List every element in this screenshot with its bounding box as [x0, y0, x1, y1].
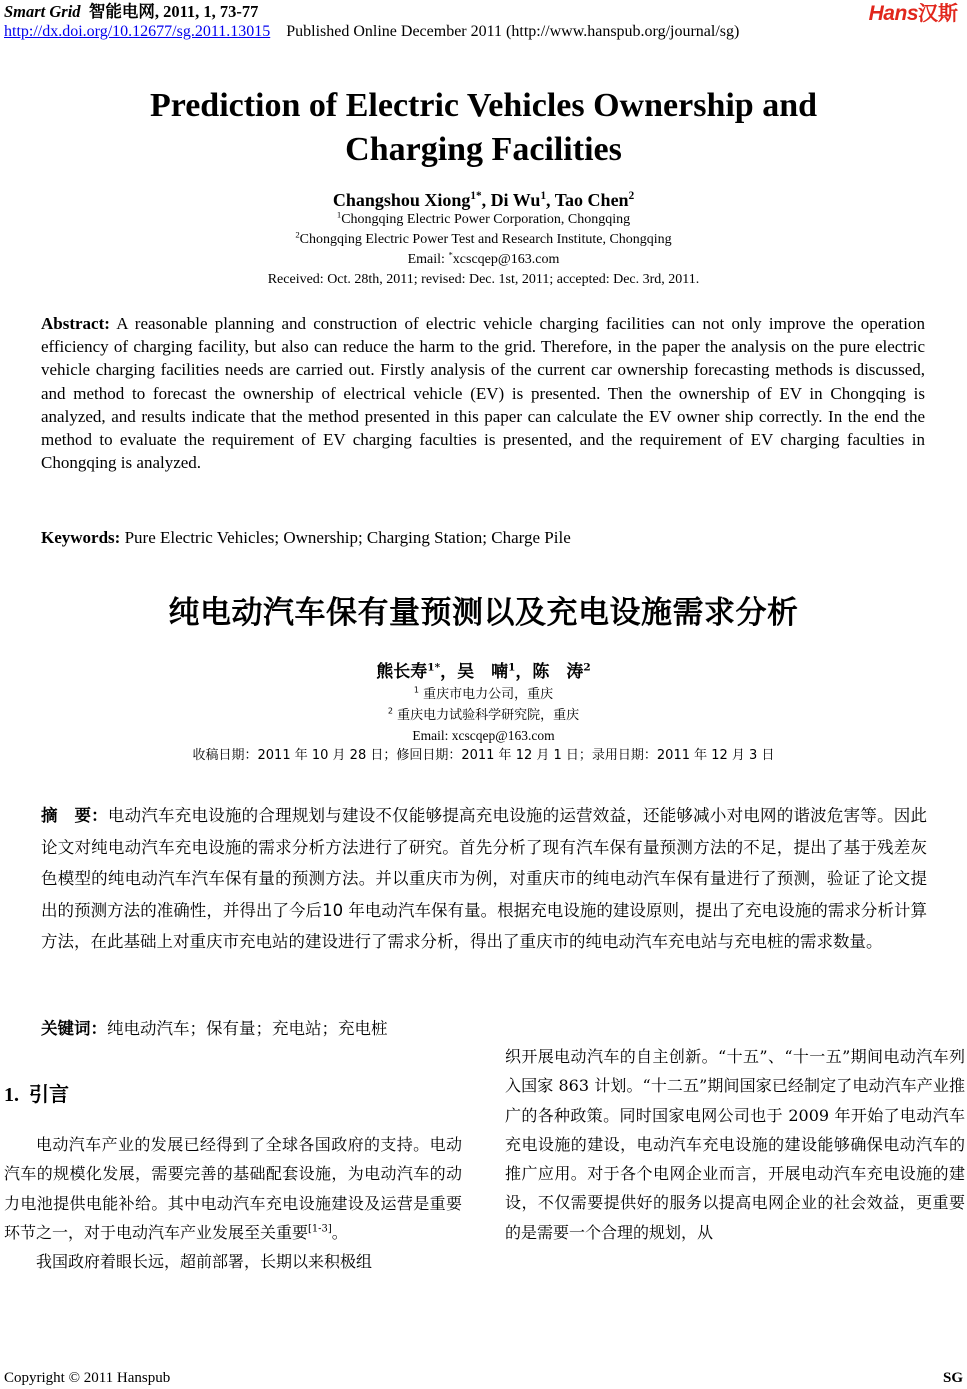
doi-line: [4, 22, 964, 42]
keywords-text: Pure Electric Vehicles; Ownership; Charging Station; Charge Pile: [124, 528, 571, 547]
author-sup: 1*: [427, 661, 441, 674]
author-name: Di Wu: [490, 190, 541, 210]
received-dates-en: Received: Oct. 28th, 2011; revised: Dec. 1st, 2011; accepted: Dec. 3rd, 2011.: [267, 272, 700, 287]
abstract-label: Abstract:: [41, 314, 110, 333]
affiliation-sup: 2: [387, 706, 393, 716]
author-sup: 1: [540, 190, 547, 202]
paragraph: 我国政府着眼长远，超前部署，长期以来积极组: [36, 1252, 373, 1272]
paper-title-en: [0, 84, 967, 172]
title-en-line-1: Prediction of Electric Vehicles Ownership and: [149, 87, 818, 124]
author-name: Changshou Xiong: [332, 190, 471, 210]
abstract-cn-text: 电动汽车充电设施的合理规划与建设不仅能够提高充电设施的运营效益，还能够减小对电网的谐波危害等。因此论文对纯电动汽车充电设施的需求分析方法进行了研究。首先分析了现有汽车保有量预测方法的不足，提出了基于残差灰色模型的纯电动汽车汽车保有量的预测方法。并以重庆市为例，对重庆市的纯电动汽车保有量进行了预测，验证了论文提出的预测方法的准确性，并得出了今后10 年电动汽车保有量。根据充电设施的建设原则，提出了充电设施的需求分析计算方法，在此基础上对重庆市充电站的建设进行了需求分析，得出了重庆市的纯电动汽车充电站与充电桩的需求数量。: [41, 806, 928, 951]
journal-abbreviation: SG: [942, 1370, 963, 1386]
paragraph-text: 电动汽车产业的发展已经得到了全球各国政府的支持。电动汽车的规模化发展，需要完善的基础配套设施，为电动汽车的动力电池提供电能补给。其中电动汽车充电设施建设及运营是重要环节之一，对于电动汽车产业发展至关重要: [4, 1135, 462, 1242]
page-footer: [4, 1369, 963, 1387]
body-column-right: [505, 1042, 965, 1247]
abstract-text: A reasonable planning and construction of electric vehicle charging facilities can not only improve the operation efficiency of charging facility, but also can reduce the harm to the grid. Therefore, in the paper the analysis on the pure electric vehicle charging facilities needs are carried out. Firstly analysis of the current car ownership forecasting methods is discussed, and method to forecast the ownership of electrical vehicle (EV) is presented. Then the ownership of EV in Chongqing is analyzed, and results indicate that the method presented in this paper can calculate the EV owner ship correctly. In the end the method to evaluate the requirement of EV charging faculties is presented, and the requirement of EV charging faculties in Chongqing is analyzed.: [41, 314, 925, 473]
logo-text-en: Hans: [868, 2, 918, 25]
authors-en: [0, 189, 967, 211]
title-en-line-2: Charging Facilities: [345, 131, 622, 168]
journal-citation: [4, 2, 964, 22]
author-name-cn: 熊长寿: [376, 662, 428, 682]
author-sup: 2: [628, 190, 635, 202]
affiliation-en-1: [0, 211, 967, 229]
journal-issue: 智能电网, 2011, 1, 73-77: [88, 2, 259, 21]
affiliation-sup: 1: [413, 685, 419, 695]
author-name: Tao Chen: [554, 190, 629, 210]
email-sup: *: [448, 249, 453, 260]
abstract-cn-label: 摘 要：: [41, 806, 108, 825]
hans-logo: [869, 2, 958, 26]
affiliation-en-2: [0, 231, 967, 249]
author-name-cn: 吴 喃: [457, 662, 509, 682]
paper-title-cn: 纯电动汽车保有量预测以及充电设施需求分析: [168, 595, 799, 631]
email-en: [0, 251, 967, 269]
email-label: Email:: [407, 252, 449, 267]
author-sup: 1*: [470, 190, 482, 202]
logo-text-cn: 汉斯: [918, 3, 958, 25]
affiliation-text: 重庆市电力公司，重庆: [423, 687, 554, 702]
authors-cn: [0, 660, 967, 684]
affiliation-text: Chongqing Electric Power Corporation, Chongqing: [341, 212, 631, 227]
author-sep: ，: [515, 662, 533, 682]
page-header: [4, 2, 964, 42]
keywords-label: Keywords:: [41, 528, 121, 547]
keywords-cn-label: 关键词：: [41, 1019, 107, 1038]
affiliation-sup: 2: [295, 229, 300, 240]
affiliation-cn-1: [0, 686, 967, 704]
email-cn: Email: xcscqep@163.com: [412, 728, 555, 743]
doi-link[interactable]: http://dx.doi.org/10.12677/sg.2011.13015: [4, 23, 271, 40]
received-dates-cn: 收稿日期：2011 年 10 月 28 日；修回日期：2011 年 12 月 1 日；录用日期：2011 年 12 月 3 日: [192, 748, 775, 763]
body-column-left: [4, 1130, 462, 1276]
author-sup: 1: [508, 661, 516, 674]
affiliation-text: Chongqing Electric Power Test and Research Institute, Chongqing: [299, 232, 672, 247]
section-number: 1.: [4, 1084, 19, 1106]
paragraph-text: 。: [331, 1222, 348, 1242]
keywords-cn-text: 纯电动汽车；保有量；充电站；充电桩: [107, 1019, 388, 1038]
affiliation-cn-2: [0, 707, 967, 725]
email-address[interactable]: xcscqep@163.com: [452, 252, 560, 267]
affiliation-text: 重庆电力试验科学研究院，重庆: [397, 708, 580, 723]
author-sep: ,: [546, 190, 555, 210]
copyright-text: Copyright © 2011 Hanspub: [4, 1370, 171, 1386]
section-heading: [4, 1081, 69, 1108]
journal-name: Smart Grid: [4, 2, 81, 21]
paragraph: [4, 1130, 462, 1247]
paragraph: 织开展电动汽车的自主创新。“十五”、“十一五”期间电动汽车列入国家 863 计划。“十二五”期间国家已经制定了电动汽车产业推广的各种政策。同时国家电网公司也于 2009 年开始了电动汽车充电设施的建设，电动汽车充电设施的建设能够确保电动汽车的推广应用。对于各个电网企业而言，开展电动汽车充电设施的建设，不仅需要提供好的服务以提高电网企业的社会效益，更重要的是需要一个合理的规划，从: [505, 1047, 965, 1242]
citation[interactable]: [1-3]: [308, 1223, 332, 1235]
author-sup: 2: [583, 661, 591, 674]
author-name-cn: 陈 涛: [532, 662, 584, 682]
affiliation-sup: 1: [336, 209, 342, 220]
published-online-text: Published Online December 2011 (http://www.hanspub.org/journal/sg): [286, 23, 740, 40]
keywords-cn: [41, 1016, 927, 1042]
section-title: 引言: [29, 1082, 69, 1106]
author-sep: ,: [481, 190, 491, 210]
keywords-en: [41, 526, 925, 549]
author-sep: ，: [440, 662, 458, 682]
abstract-cn: [41, 800, 927, 958]
abstract-en: [41, 312, 925, 474]
